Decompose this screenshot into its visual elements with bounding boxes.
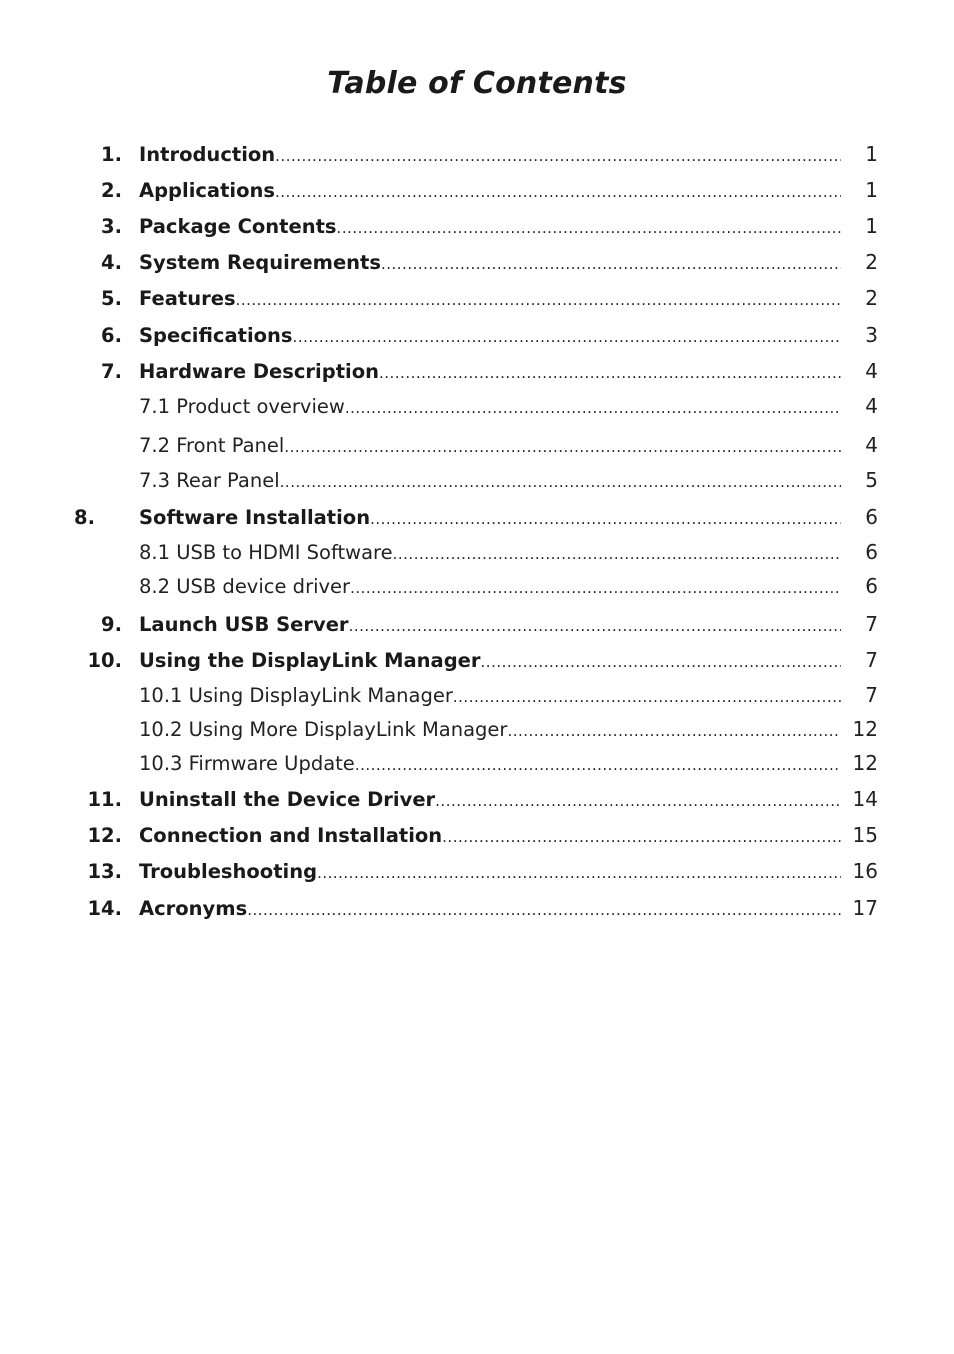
toc-subentry-label: 8.1 USB to HDMI Software bbox=[139, 540, 393, 564]
toc-subentry-label: 7.1 Product overview bbox=[139, 394, 345, 418]
toc-entry-number: 9. bbox=[101, 612, 122, 636]
toc-entry-page: 16 bbox=[852, 859, 878, 883]
toc-entry-page: 6 bbox=[865, 505, 878, 529]
toc-entry-number: 3. bbox=[101, 214, 122, 238]
toc-subentry-label: 8.2 USB device driver bbox=[139, 574, 351, 598]
toc-subentry bbox=[0, 568, 954, 604]
toc-entry-page: 15 bbox=[852, 823, 878, 847]
toc-entry-number: 8. bbox=[74, 505, 95, 529]
toc-entry-label: Hardware Description bbox=[139, 359, 379, 383]
toc-entry bbox=[0, 208, 954, 244]
toc-entry bbox=[0, 353, 954, 389]
toc-subentry bbox=[0, 427, 954, 463]
toc-entry-page: 1 bbox=[865, 214, 878, 238]
toc-subentry bbox=[0, 534, 954, 570]
toc-entry-number: 1. bbox=[101, 142, 122, 166]
toc-subentry-page: 4 bbox=[865, 394, 878, 418]
toc-entry bbox=[0, 136, 954, 172]
toc-entry-number: 10. bbox=[87, 648, 122, 672]
toc-entry bbox=[0, 244, 954, 280]
toc-entry-number: 14. bbox=[87, 896, 122, 920]
toc-entry-number: 7. bbox=[101, 359, 122, 383]
toc-subentry-label: 10.1 Using DisplayLink Manager bbox=[139, 683, 453, 707]
toc-entry-label: Uninstall the Device Driver bbox=[139, 787, 436, 811]
toc-subentry bbox=[0, 711, 954, 747]
toc-entry-page: 2 bbox=[865, 286, 878, 310]
toc-subentry bbox=[0, 745, 954, 781]
toc-entry-number: 5. bbox=[101, 286, 122, 310]
toc-entry bbox=[0, 317, 954, 353]
toc-entry bbox=[0, 817, 954, 853]
toc-subentry-page: 5 bbox=[865, 468, 878, 492]
toc-entry-label: Troubleshooting bbox=[139, 859, 318, 883]
toc-entry-number: 2. bbox=[101, 178, 122, 202]
toc-subentry bbox=[0, 677, 954, 713]
page-title: Table of Contents bbox=[327, 66, 627, 101]
toc-entry-page: 14 bbox=[852, 787, 878, 811]
toc-subentry-label: 7.2 Front Panel bbox=[139, 433, 285, 457]
toc-entry-label: Introduction bbox=[139, 142, 276, 166]
toc-subentry bbox=[0, 462, 954, 498]
toc-entry-page: 3 bbox=[865, 323, 878, 347]
toc-subentry-page: 4 bbox=[865, 433, 878, 457]
toc-entry-label: Software Installation bbox=[139, 505, 371, 529]
toc-entry bbox=[0, 853, 954, 889]
toc-subentry-page: 12 bbox=[852, 717, 878, 741]
toc-subentry-label: 10.3 Firmware Update bbox=[139, 751, 355, 775]
toc-entry-label: Launch USB Server bbox=[139, 612, 349, 636]
toc-entry-page: 4 bbox=[865, 359, 878, 383]
toc-entry-page: 2 bbox=[865, 250, 878, 274]
toc-entry-number: 4. bbox=[101, 250, 122, 274]
toc-entry-page: 7 bbox=[865, 648, 878, 672]
toc-subentry bbox=[0, 388, 954, 424]
toc-entry-label: Using the DisplayLink Manager bbox=[139, 648, 481, 672]
toc-subentry-page: 12 bbox=[852, 751, 878, 775]
toc-entry-page: 1 bbox=[865, 142, 878, 166]
toc-entry bbox=[0, 172, 954, 208]
toc-entry bbox=[0, 890, 954, 926]
toc-entry bbox=[0, 280, 954, 316]
toc-subentry-page: 6 bbox=[865, 540, 878, 564]
toc-entry-number: 11. bbox=[87, 787, 122, 811]
toc-entry-page: 7 bbox=[865, 612, 878, 636]
toc-subentry-page: 7 bbox=[865, 683, 878, 707]
toc-entry-number: 6. bbox=[101, 323, 122, 347]
toc-entry-label: Package Contents bbox=[139, 214, 337, 238]
toc-entry-label: Connection and Installation bbox=[139, 823, 443, 847]
toc-subentry-label: 7.3 Rear Panel bbox=[139, 468, 280, 492]
toc-entry-number: 13. bbox=[87, 859, 122, 883]
toc-entry bbox=[0, 642, 954, 678]
toc-subentry-label: 10.2 Using More DisplayLink Manager bbox=[139, 717, 508, 741]
toc-entry-page: 17 bbox=[852, 896, 878, 920]
toc-entry bbox=[0, 606, 954, 642]
toc-entry-label: Applications bbox=[139, 178, 275, 202]
toc-entry bbox=[0, 499, 954, 535]
toc-entry-label: Specifications bbox=[139, 323, 293, 347]
toc-entry-number: 12. bbox=[87, 823, 122, 847]
toc-entry bbox=[0, 781, 954, 817]
toc-entry-label: Acronyms bbox=[139, 896, 248, 920]
toc-entry-page: 1 bbox=[865, 178, 878, 202]
toc-entry-label: Features bbox=[139, 286, 236, 310]
toc-entry-label: System Requirements bbox=[139, 250, 381, 274]
toc-subentry-page: 6 bbox=[865, 574, 878, 598]
